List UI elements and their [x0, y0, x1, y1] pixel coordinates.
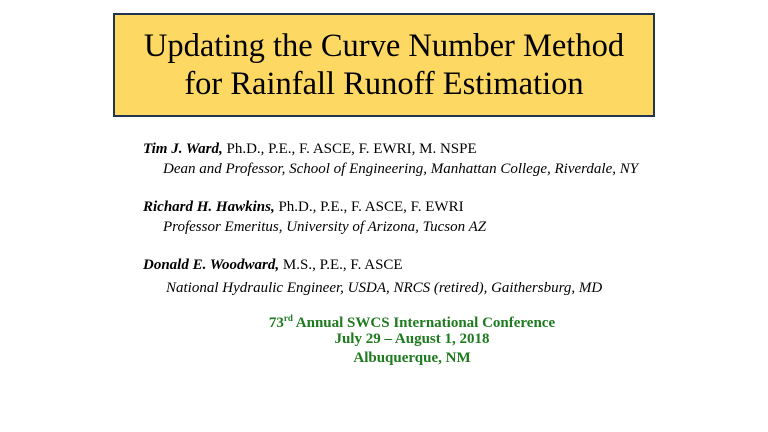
conference-number: 73 — [268, 315, 284, 331]
author-3-affiliation: National Hydraulic Engineer, USDA, NRCS (retired), Gaithersburg, MD — [166, 280, 603, 296]
author-2 — [143, 199, 464, 216]
author-credentials: Ph.D., P.E., F. ASCE, F. EWRI, M. NSPE — [222, 141, 477, 157]
conference-location: Albuquerque, NM — [353, 350, 471, 366]
title-box — [113, 13, 655, 117]
author-credentials: M.S., P.E., F. ASCE — [279, 257, 403, 273]
author-3 — [143, 257, 403, 274]
conference-name — [0, 313, 768, 332]
author-credentials: Ph.D., P.E., F. ASCE, F. EWRI — [274, 199, 464, 215]
author-name: Richard H. Hawkins, — [143, 199, 275, 215]
title-line-1: Updating the Curve Number Method — [143, 28, 625, 64]
author-name: Tim J. Ward, — [143, 141, 223, 157]
title-line-2: for Rainfall Runoff Estimation — [184, 66, 584, 102]
author-2-affiliation: Professor Emeritus, University of Arizona, Tucson AZ — [163, 219, 487, 235]
author-1-affiliation: Dean and Professor, School of Engineering, Manhattan College, Riverdale, NY — [163, 161, 639, 177]
conference-title: Annual SWCS International Conference — [292, 315, 556, 331]
ordinal-suffix: rd — [283, 313, 293, 323]
author-name: Donald E. Woodward, — [143, 257, 280, 273]
author-1 — [143, 141, 477, 158]
conference-dates: July 29 – August 1, 2018 — [334, 331, 490, 347]
